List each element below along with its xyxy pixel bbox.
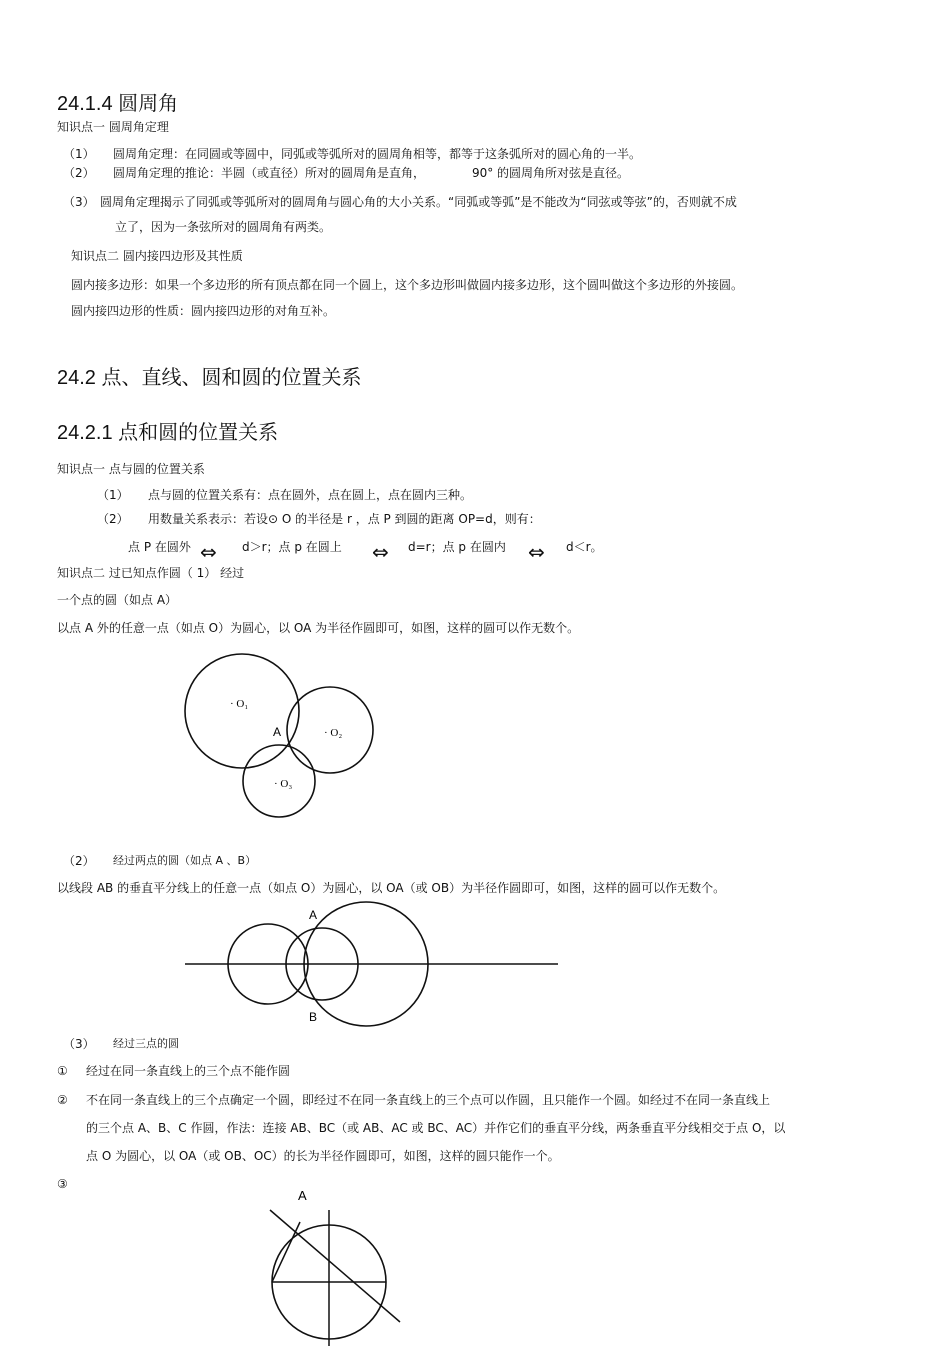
- construction-text: 的三个点 A、B、C 作圆，作法：连接 AB、BC（或 AB、AC 或 BC、AC）并作它们的垂直平分线，两条垂直平分线相交于点 O，以: [86, 1121, 786, 1135]
- property-text: 圆内接四边形的性质：圆内接四边形的对角互补。: [71, 304, 336, 318]
- perpendicular-bisector-diagonal: [270, 1210, 400, 1322]
- item-number: （2）: [97, 512, 129, 526]
- section-title-24-2: 24.2 点、直线、圆和圆的位置关系: [57, 367, 362, 389]
- collinear-text: 经过在同一条直线上的三个点不能作圆: [86, 1064, 291, 1078]
- relation-on: d＞r；点 p 在圆上: [242, 540, 342, 554]
- non-collinear-text: 不在同一条直线上的三个点确定一个圆，即经过不在同一条直线上的三个点可以作圆，且只能作一个圆。如经过不在同一条直线上: [86, 1093, 771, 1107]
- circles-through-one-point-figure: [180, 650, 380, 822]
- relation-outside: 点 P 在圆外: [128, 540, 191, 554]
- circle-o1: [185, 654, 299, 768]
- subheading-three-points: 经过三点的圆: [113, 1037, 179, 1050]
- method-text: 以线段 AB 的垂直平分线上的任意一点（如点 O）为圆心，以 OA（或 OB）为半径作圆即可，如图，这样的圆可以作无数个。: [57, 881, 726, 895]
- subheading-two-points: 经过两点的圆（如点 A 、B）: [113, 854, 257, 867]
- item-number: （1）: [97, 488, 129, 502]
- item-number: （1）: [63, 147, 95, 161]
- point-b-label: B: [309, 1010, 318, 1024]
- quantity-text: 用数量关系表示：若设⊙ O 的半径是 r ，点 P 到圆的距离 OP=d，则有：: [148, 512, 541, 526]
- note-continuation: 立了，因为一条弦所对的圆周角有两类。: [115, 220, 332, 234]
- circles-through-two-points-figure: [180, 900, 560, 1028]
- knowledge-point-heading: 知识点二 圆内接四边形及其性质: [71, 249, 243, 263]
- circled-number: ③: [57, 1177, 68, 1191]
- note-text: 圆周角定理揭示了同弧或等弧所对的圆周角与圆心角的大小关系。“同弧或等弧”是不能改为“同弦或等弦”的，否则就不成: [100, 195, 737, 209]
- item-number: （2）: [63, 166, 95, 180]
- center-o3-label: · O₃: [274, 778, 293, 790]
- corollary-tail: 的圆周角所对弦是直径。: [497, 166, 630, 180]
- knowledge-point-heading: 知识点一 圆周角定理: [57, 120, 169, 134]
- triangle-side-ab: [272, 1222, 300, 1282]
- circled-number: ②: [57, 1093, 68, 1107]
- theorem-text: 圆周角定理：在同圆或等圆中，同弧或等弧所对的圆周角相等，都等于这条弧所对的圆心角的一半。: [113, 147, 642, 161]
- knowledge-point-heading: 知识点一 点与圆的位置关系: [57, 462, 205, 476]
- relation-inside: d=r；点 p 在圆内: [408, 540, 506, 554]
- section-title-24-2-1: 24.2.1 点和圆的位置关系: [57, 422, 279, 444]
- point-a-label: A: [273, 725, 282, 739]
- degree-value: 90°: [472, 166, 494, 180]
- double-arrow-icon: ⇔: [372, 540, 389, 564]
- knowledge-point-heading: 知识点二 过已知点作圆（ 1） 经过: [57, 566, 245, 580]
- relation-result: d＜r。: [566, 540, 603, 554]
- double-arrow-icon: ⇔: [528, 540, 545, 564]
- item-number: （3）: [63, 1037, 95, 1051]
- point-a-label: A: [298, 1188, 307, 1203]
- center-o1-label: · O₁: [230, 698, 249, 710]
- point-a-label: A: [309, 908, 318, 922]
- method-text: 以点 A 外的任意一点（如点 O）为圆心，以 OA 为半径作圆即可，如图，这样的圆可以作无数个。: [57, 621, 580, 635]
- knowledge-point-heading-cont: 一个点的圆（如点 A）: [57, 593, 178, 607]
- relation-text: 点与圆的位置关系有：点在圆外，点在圆上，点在圆内三种。: [148, 488, 473, 502]
- center-o2-label: · O₂: [324, 727, 343, 739]
- definition-text: 圆内接多边形：如果一个多边形的所有顶点都在同一个圆上，这个多边形叫做圆内接多边形，这个圆叫做这个多边形的外接圆。: [71, 278, 744, 292]
- circled-number: ①: [57, 1064, 68, 1078]
- corollary-text: 圆周角定理的推论：半圆（或直径）所对的圆周角是直角，: [113, 166, 426, 180]
- item-number: （2）: [63, 854, 95, 868]
- section-title-24-1-4: 24.1.4 圆周角: [57, 93, 179, 115]
- double-arrow-icon: ⇔: [200, 540, 217, 564]
- item-number: （3）: [63, 195, 95, 209]
- construction-text-cont: 点 O 为圆心，以 OA（或 OB、OC）的长为半径作圆即可，如图，这样的圆只能作一个。: [86, 1149, 560, 1163]
- circumcircle-construction-figure: [250, 1170, 430, 1346]
